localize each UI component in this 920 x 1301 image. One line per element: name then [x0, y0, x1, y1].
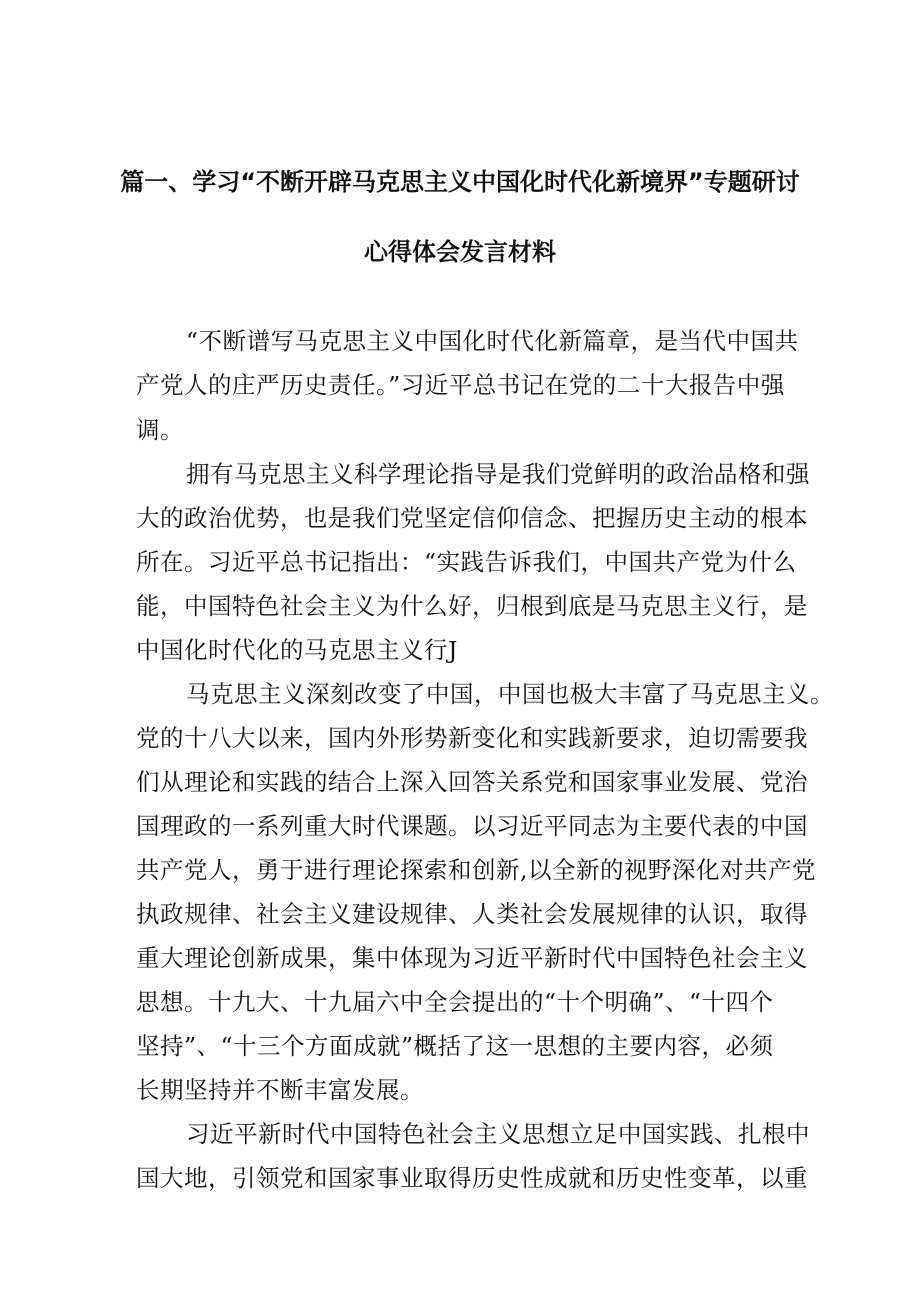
paragraph-3-line-8: 思想。十九大、十九届六中全会提出的“十个明确”、“十四个: [136, 988, 774, 1016]
paragraph-3-line-7: 重大理论创新成果，集中体现为习近平新时代中国特色社会主义: [136, 944, 808, 972]
paragraph-2-line-2: 大的政治优势，也是我们党坚定信仰信念、把握历史主动的根本: [136, 504, 808, 532]
document-title-line-1: 篇一、学习“不断开辟马克思主义中国化时代化新境界”专题研讨: [120, 168, 800, 196]
paragraph-4-line-1: 习近平新时代中国特色社会主义思想立足中国实践、扎根中: [186, 1120, 810, 1148]
document-title-line-2: 心得体会发言材料: [364, 238, 556, 266]
paragraph-3-line-9: 坚持”、“十三个方面成就”概括了这一思想的主要内容，必须: [136, 1032, 774, 1060]
paragraph-3-line-10: 长期坚持并不断丰富发展。: [136, 1076, 424, 1104]
paragraph-3-line-1: 马克思主义深刻改变了中国，中国也极大丰富了马克思主义。: [186, 680, 834, 708]
paragraph-3-line-6: 执政规律、社会主义建设规律、人类社会发展规律的认识，取得: [136, 900, 808, 928]
paragraph-2-line-3: 所在。习近平总书记指出：“实践告诉我们，中国共产党为什么: [136, 548, 797, 576]
paragraph-3-line-2: 党的十八大以来，国内外形势新变化和实践新要求，迫切需要我: [136, 724, 808, 752]
paragraph-1-line-2: 产党人的庄严历史责任。”习近平总书记在党的二十大报告中强: [136, 371, 785, 399]
paragraph-3-line-4: 国理政的一系列重大时代课题。以习近平同志为主要代表的中国: [136, 812, 808, 840]
paragraph-2-line-5: 中国化时代化的马克思主义行J: [136, 636, 458, 664]
paragraph-4-line-2: 国大地，引领党和国家事业取得历史性成就和历史性变革，以重: [136, 1164, 808, 1192]
paragraph-3-line-3: 们从理论和实践的结合上深入回答关系党和国家事业发展、党治: [136, 768, 808, 796]
paragraph-2-line-1: 拥有马克思主义科学理论指导是我们党鲜明的政治品格和强: [186, 460, 810, 488]
paragraph-2-line-4: 能，中国特色社会主义为什么好，归根到底是马克思主义行，是: [136, 592, 808, 620]
paragraph-1-line-1: “不断谱写马克思主义中国化时代化新篇章，是当代中国共: [186, 327, 799, 355]
paragraph-3-line-5: 共产党人，勇于进行理论探索和创新,以全新的视野深化对共产党: [136, 856, 816, 884]
paragraph-1-line-3: 调。: [136, 416, 184, 444]
